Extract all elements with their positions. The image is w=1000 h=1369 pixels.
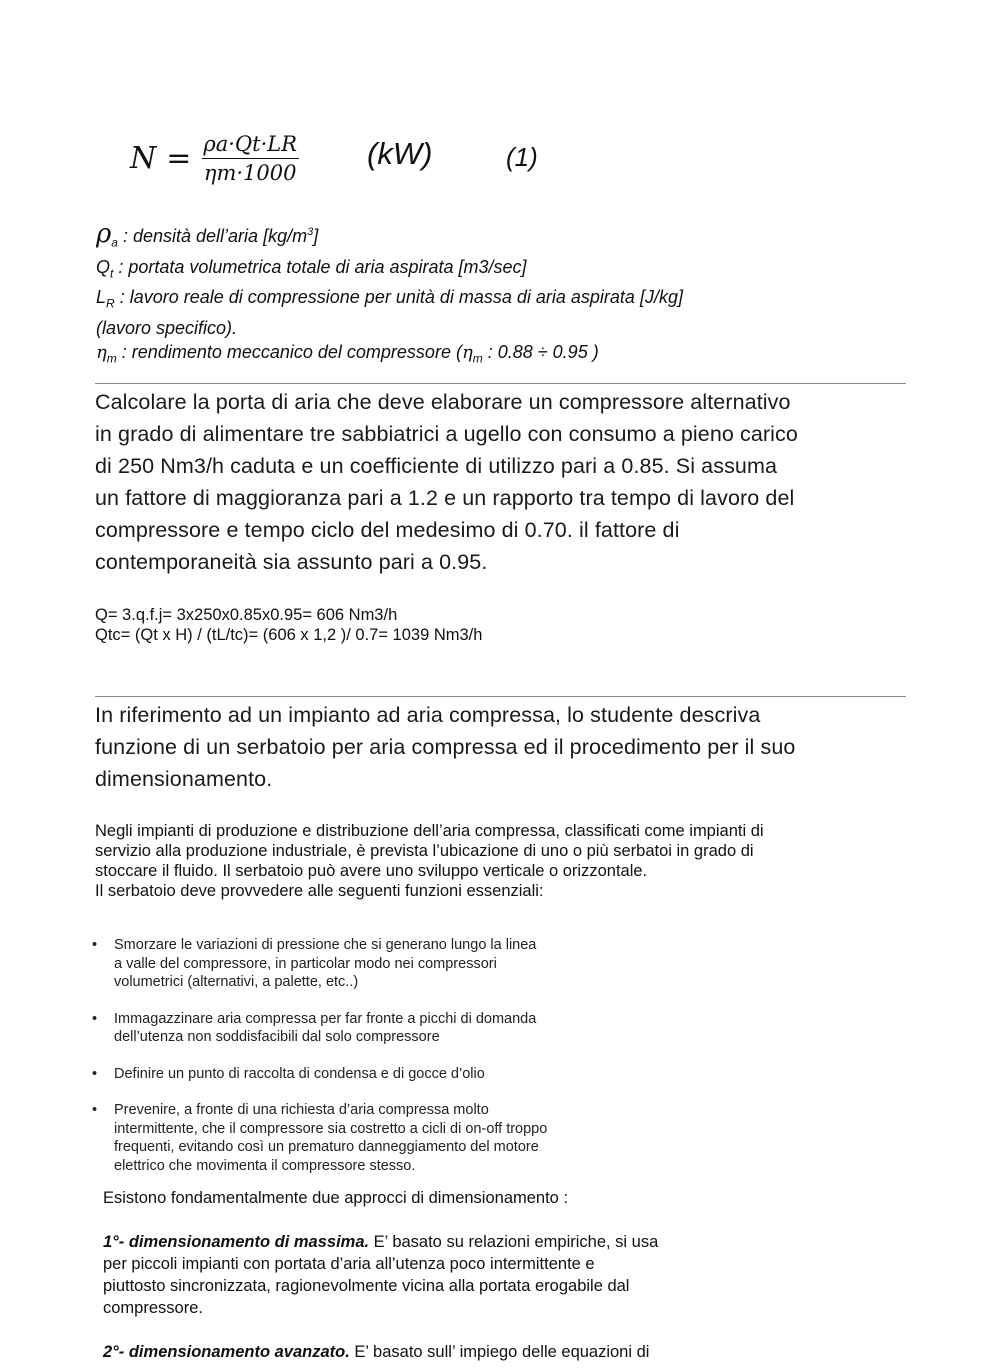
legend-text: : 0.88 ÷ 0.95 ): [482, 341, 599, 362]
legend-subscript: m: [106, 351, 117, 366]
legend-text: (lavoro specifico).: [96, 317, 238, 338]
legend-text: : lavoro reale di compressione per unità di massa di aria aspirata [J/kg]: [114, 287, 683, 308]
legend-tail: ]: [313, 226, 319, 246]
bullet-icon: •: [92, 1010, 98, 1027]
legend-text: : densità dell’aria [kg/m: [117, 226, 308, 246]
formula-equals: =: [166, 140, 192, 176]
formula-legend: [96, 220, 683, 370]
legend-item: [96, 255, 683, 286]
list-item: [92, 1101, 592, 1175]
answer-line: servizio alla produzione industriale, è prevista l’ubicazione di uno o più serbatoi in grado di: [95, 842, 754, 860]
legend-subscript: R: [106, 296, 115, 311]
legend-symbol: η: [96, 341, 107, 363]
list-item-line: volumetrici (alternativi, a palette, etc..): [114, 974, 359, 990]
formula-numerator: ρa·Qt·LR: [203, 131, 298, 156]
formula-lhs: N: [130, 140, 157, 176]
approach-line: [103, 1231, 743, 1253]
question-line: In riferimento ad un impianto ad aria compressa, lo studente descriva: [95, 703, 761, 727]
list-item-line: Immagazzinare aria compressa per far fronte a picchi di domanda: [114, 1010, 537, 1027]
approach-2: [103, 1341, 743, 1363]
formula: [130, 128, 299, 188]
functions-list: [92, 936, 592, 1193]
question-line: in grado di alimentare tre sabbiatrici a ugello con consumo a pieno carico: [95, 422, 798, 446]
answer-1: [95, 605, 895, 645]
legend-text: : rendimento meccanico del compressore (: [116, 341, 462, 362]
bullet-icon: •: [92, 1102, 98, 1118]
question-line: dimensionamento.: [95, 767, 273, 791]
question-line: compressore e tempo ciclo del medesimo di 0.70. il fattore di: [95, 518, 680, 542]
approach-title: 2°- dimensionamento avanzato.: [103, 1343, 350, 1361]
answer-line: Qtc= (Qt x H) / (tL/tc)= (606 x 1,2 )/ 0.7= 1039 Nm3/h: [95, 626, 483, 644]
list-item: [92, 1065, 592, 1084]
legend-subscript: m: [472, 351, 483, 366]
formula-fraction: [201, 132, 299, 185]
list-item: [92, 1010, 592, 1047]
question-line: di 250 Nm3/h caduta e un coefficiente di utilizzo pari a 0.85. Si assuma: [95, 454, 778, 478]
legend-subscript: t: [110, 266, 114, 281]
legend-superscript: 3: [307, 226, 314, 238]
section-divider: [95, 383, 906, 384]
legend-item: [96, 340, 683, 371]
list-item-line: a valle del compressore, in particolar modo nei compressori: [114, 955, 497, 972]
list-item-line: Definire un punto di raccolta di condensa e di gocce d’olio: [114, 1065, 485, 1082]
bullet-icon: •: [92, 1065, 98, 1082]
approach-line: per piccoli impianti con portata d’aria all’utenza poco intermittente e: [103, 1255, 595, 1273]
legend-text: : portata volumetrica totale di aria aspirata [m3/sec]: [113, 256, 527, 277]
approach-1: [103, 1231, 743, 1319]
answer-line: Q= 3.q.f.j= 3x250x0.85x0.95= 606 Nm3/h: [95, 606, 398, 624]
equation-number: (1): [506, 142, 538, 172]
legend-symbol: ρ: [96, 219, 112, 249]
question-line: funzione di un serbatoio per aria compressa ed il procedimento per il suo: [95, 735, 796, 759]
approach-text: E’ basato sull’ impiego delle equazioni di: [349, 1343, 650, 1361]
approach-line: piuttosto sincronizzata, ragionevolmente vicina alla portata erogabile dal: [103, 1277, 630, 1295]
answer-line: Il serbatoio deve provvedere alle seguenti funzioni essenziali:: [95, 882, 544, 900]
legend-subscript: a: [111, 235, 118, 250]
approach-text: E’ basato su relazioni empiriche, si usa: [369, 1233, 659, 1251]
list-item-line: elettrico che movimenta il compressore stesso.: [114, 1157, 416, 1174]
list-item-line: intermittente, che il compressore sia costretto a cicli di on-off troppo: [114, 1120, 548, 1137]
legend-item: [96, 285, 683, 316]
legend-symbol: η: [461, 341, 473, 363]
legend-item: [96, 316, 683, 340]
formula-unit: (kW): [367, 136, 433, 171]
question-line: Calcolare la porta di aria che deve elaborare un compressore alternativo: [95, 390, 791, 414]
approach-line: compressore.: [103, 1299, 203, 1317]
question-1: [95, 386, 915, 578]
bullet-icon: •: [92, 937, 98, 953]
answer-line: stoccare il fluido. Il serbatoio può avere uno sviluppo verticale o orizzontale.: [95, 862, 648, 880]
legend-item: [96, 220, 683, 255]
approach-title: 1°- dimensionamento di massima.: [103, 1233, 370, 1251]
approach-line: [103, 1341, 743, 1363]
legend-symbol: Q: [96, 256, 111, 277]
answer-2-intro: [95, 821, 895, 901]
question-line: contemporaneità sia assunto pari a 0.95.: [95, 550, 488, 574]
list-item-line: dell’utenza non soddisfacibili dal solo compressore: [114, 1029, 440, 1045]
list-item-line: Smorzare le variazioni di pressione che si generano lungo la linea: [114, 937, 537, 953]
answer-line: Negli impianti di produzione e distribuzione dell’aria compressa, classificati come impianti di: [95, 822, 764, 840]
question-line: un fattore di maggioranza pari a 1.2 e un rapporto tra tempo di lavoro del: [95, 486, 795, 510]
legend-symbol: L: [96, 287, 107, 308]
list-item-line: frequenti, evitando così un prematuro danneggiamento del motore: [114, 1139, 539, 1155]
list-item-line: Prevenire, a fronte di una richiesta d’aria compressa molto: [114, 1102, 489, 1118]
formula-denominator: ηm·1000: [202, 158, 299, 185]
approaches-intro: Esistono fondamentalmente due approcci di dimensionamento :: [103, 1189, 569, 1207]
section-divider: [95, 696, 906, 697]
list-item: [92, 936, 592, 992]
question-2: [95, 699, 915, 795]
